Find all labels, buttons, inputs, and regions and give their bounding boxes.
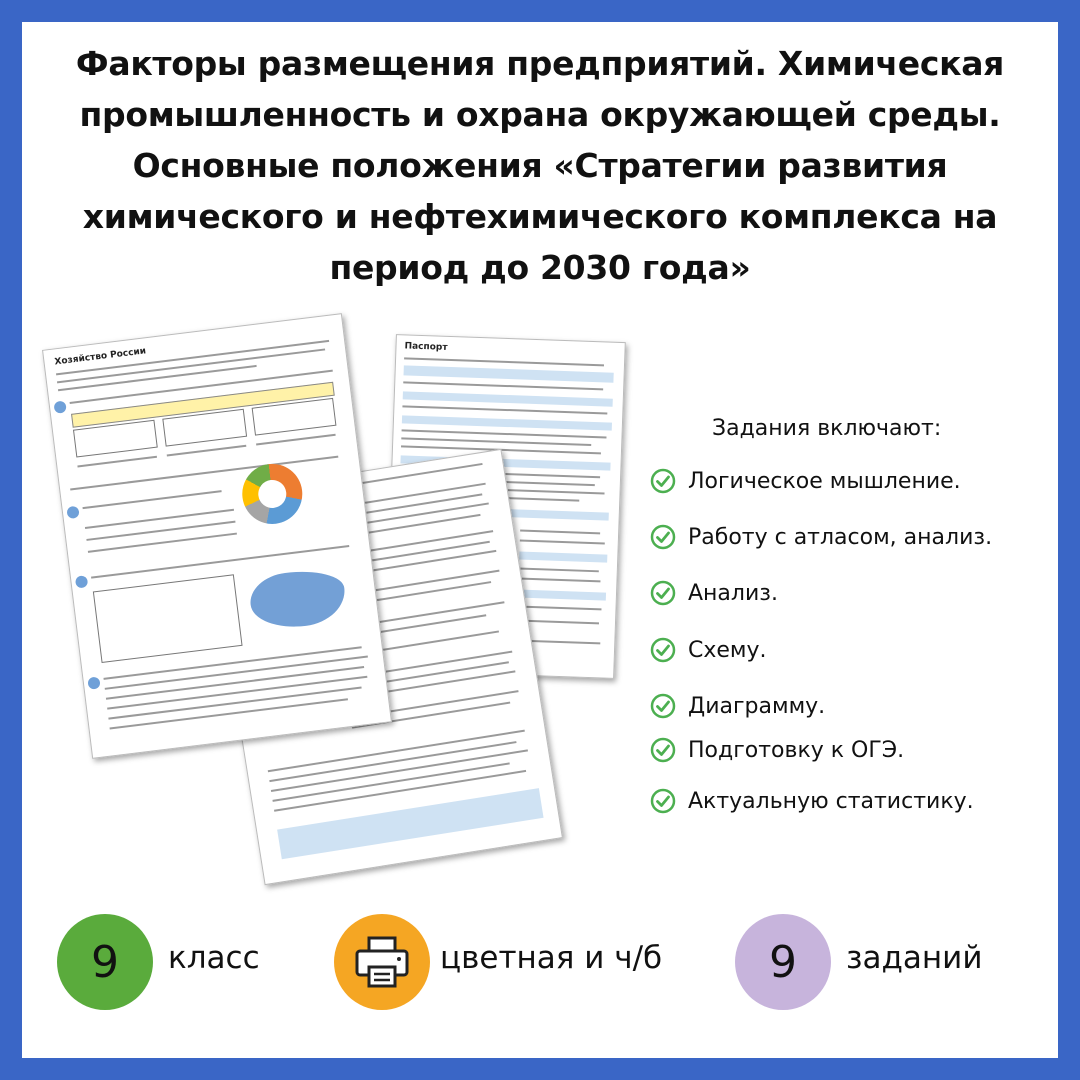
check-circle-icon <box>650 788 676 814</box>
title-line: промышленность и охрана окружающей среды. <box>79 95 1001 134</box>
task-label: Работу с атласом, анализ. <box>688 524 993 550</box>
task-item <box>650 520 992 554</box>
task-item <box>650 784 974 818</box>
printer-icon <box>353 935 411 989</box>
check-circle-icon <box>650 737 676 763</box>
grade-badge <box>57 914 153 1010</box>
tasks-heading: Задания включают: <box>712 416 942 441</box>
preview-header: Паспорт <box>404 341 448 353</box>
task-label: Логическое мышление. <box>688 468 961 494</box>
title-line: Основные положения «Стратегии развития <box>132 146 948 185</box>
title-line: период до 2030 года» <box>329 248 751 287</box>
tasks-count-label: заданий <box>846 940 983 976</box>
task-item <box>650 576 778 610</box>
grade-label: класс <box>168 940 260 976</box>
task-item <box>650 733 904 767</box>
preview-header: Хозяйство России <box>54 346 147 368</box>
grade-number: 9 <box>91 936 119 988</box>
title-line: Факторы размещения предприятий. Химическая <box>75 44 1005 83</box>
task-item <box>650 633 767 667</box>
task-label: Анализ. <box>688 580 778 606</box>
task-label: Диаграмму. <box>688 693 826 719</box>
title-line: химического и нефтехимического комплекса на <box>82 197 998 236</box>
print-badge <box>334 914 430 1010</box>
check-circle-icon <box>650 580 676 606</box>
task-label: Актуальную статистику. <box>688 788 974 814</box>
task-item <box>650 464 961 498</box>
page-title <box>40 38 1040 293</box>
task-item <box>650 689 825 723</box>
task-label: Подготовку к ОГЭ. <box>688 737 905 763</box>
check-circle-icon <box>650 637 676 663</box>
print-label: цветная и ч/б <box>440 940 663 976</box>
check-circle-icon <box>650 468 676 494</box>
tasks-number: 9 <box>769 936 797 988</box>
check-circle-icon <box>650 693 676 719</box>
tasks-count-badge <box>735 914 831 1010</box>
check-circle-icon <box>650 524 676 550</box>
task-label: Схему. <box>688 637 767 663</box>
worksheet-preview-front <box>42 313 392 759</box>
